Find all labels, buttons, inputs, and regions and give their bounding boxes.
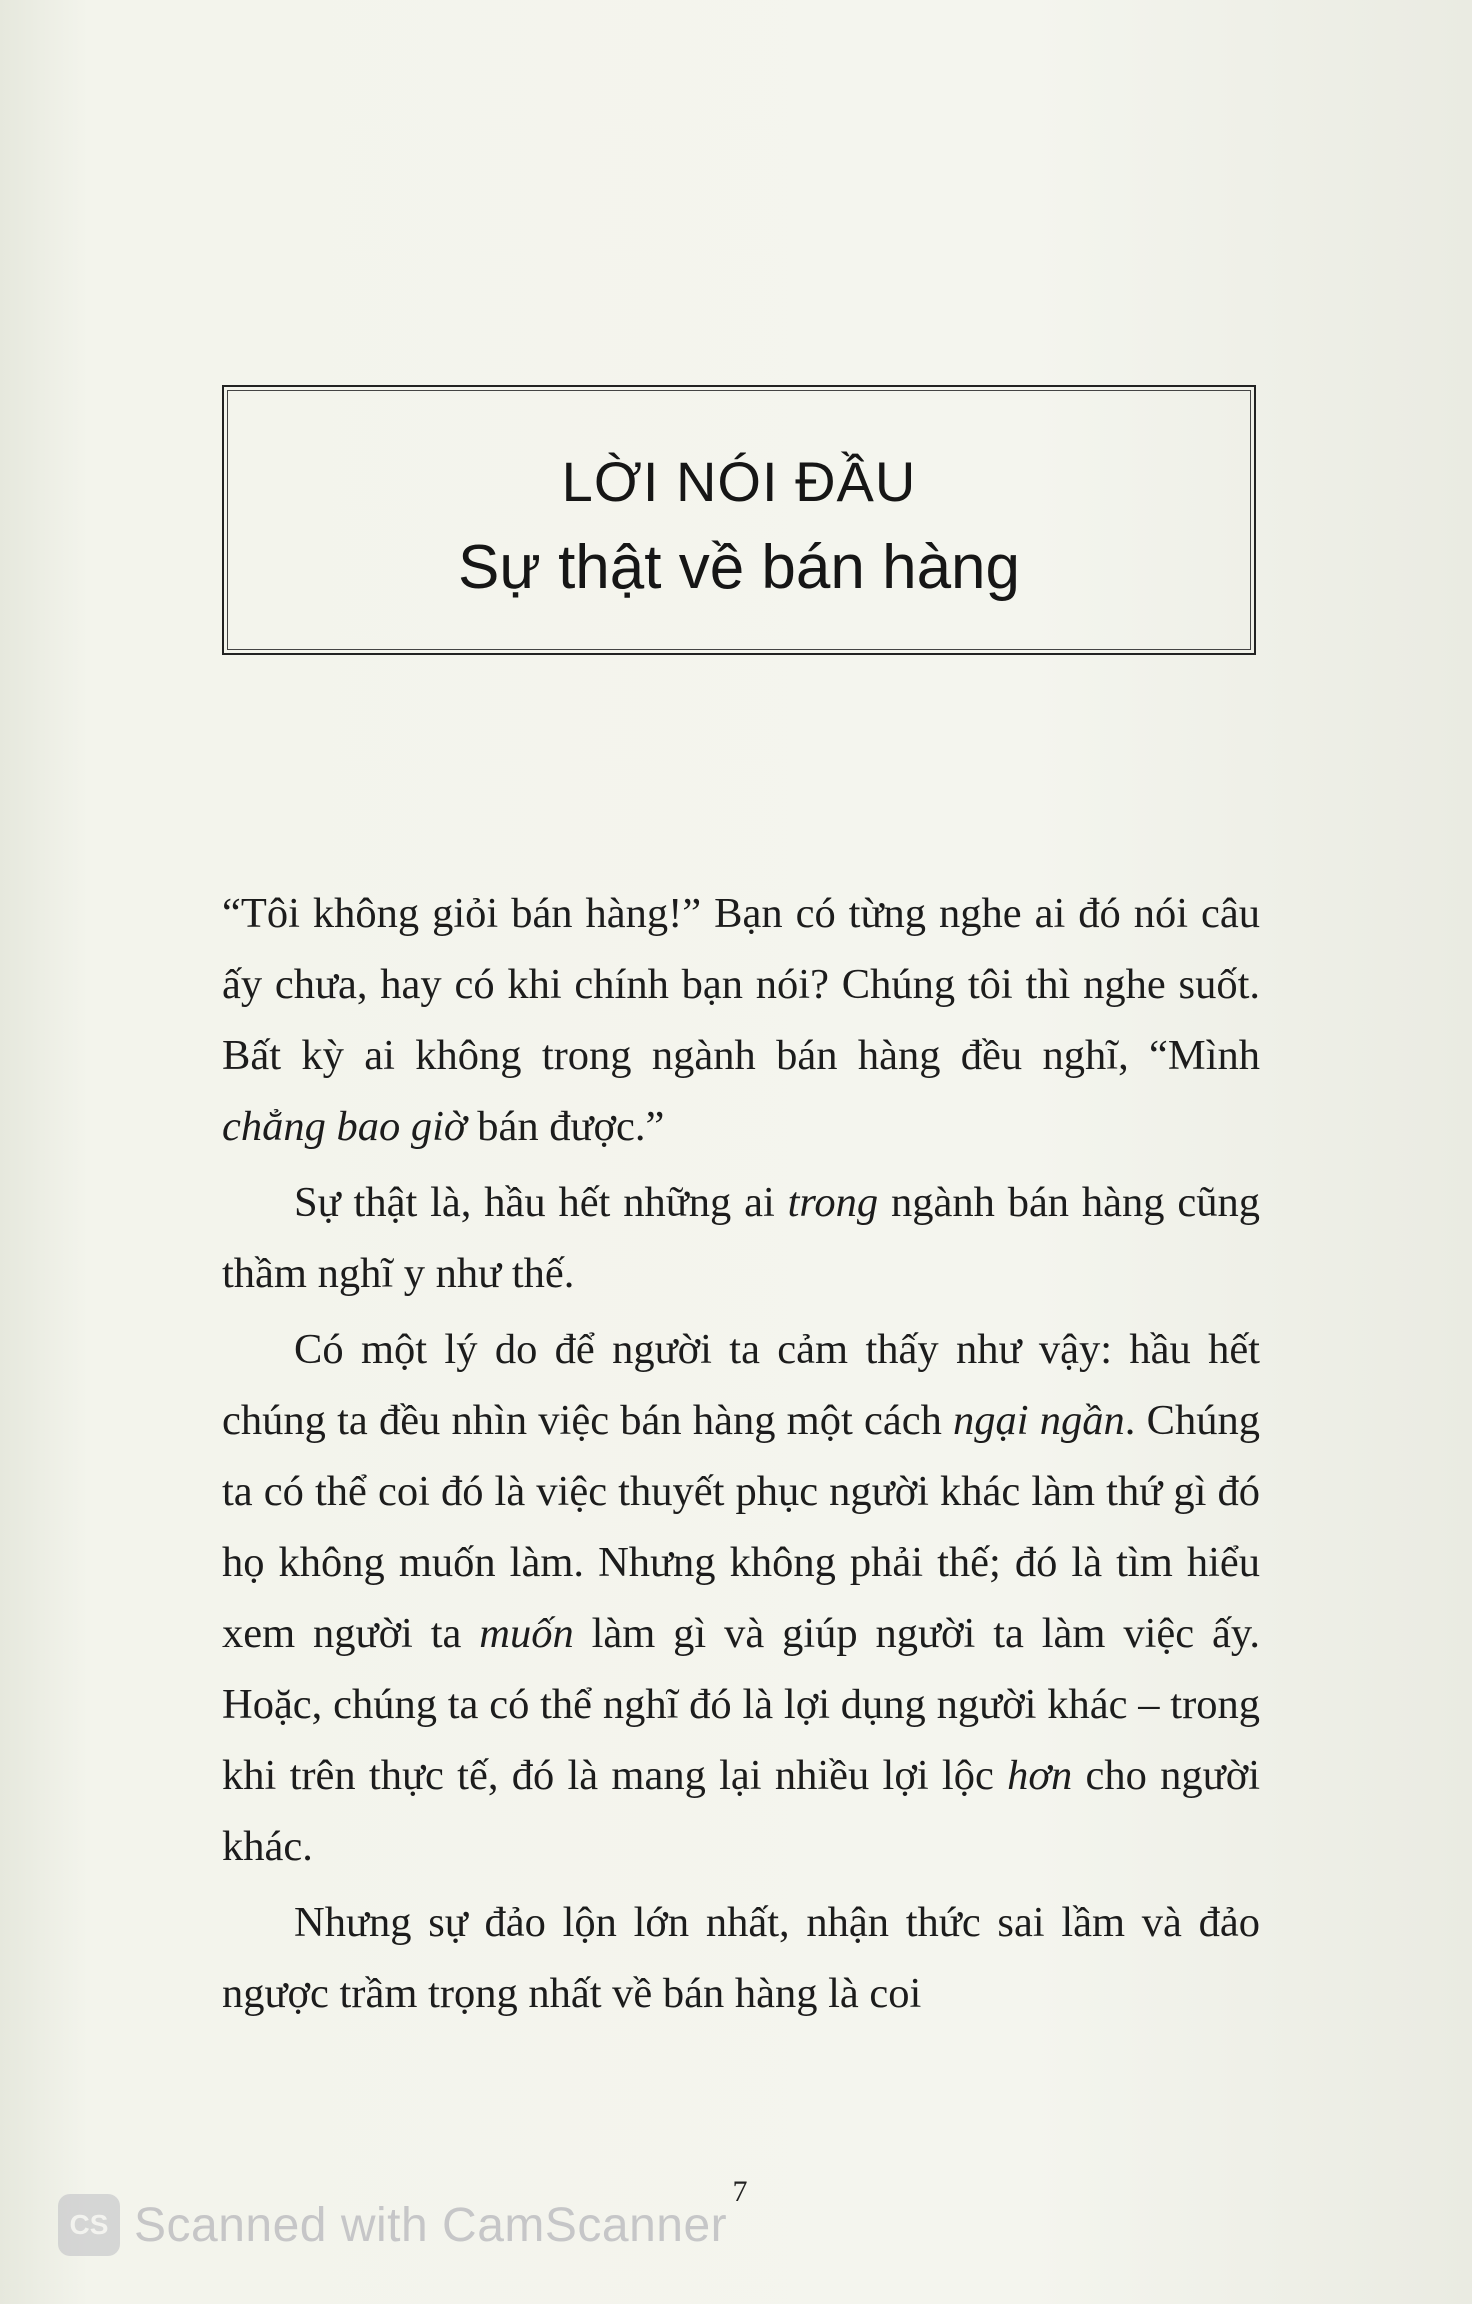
paragraph-2: Sự thật là, hầu hết những ai trong ngành bán hàng cũng thầm nghĩ y như thế. bbox=[222, 1179, 1260, 1297]
chapter-title-box bbox=[222, 385, 1256, 655]
chapter-title-bottom: Sự thật về bán hàng bbox=[457, 533, 1021, 602]
body-text bbox=[222, 878, 1260, 2034]
watermark-text: Scanned with CamScanner bbox=[134, 2198, 728, 2252]
page-number: 7 bbox=[732, 2175, 748, 2208]
paragraph-4: Nhưng sự đảo lộn lớn nhất, nhận thức sai lầm và đảo ngược trầm trọng nhất về bán hàng là coi bbox=[222, 1899, 1260, 2017]
paragraph-3: Có một lý do để người ta cảm thấy như vậy: hầu hết chúng ta đều nhìn việc bán hàng một cách ngại ngần. Chúng ta có thể coi đó là việc thuyết phục người khác làm thứ gì đó họ không muốn làm. Nhưng không phải thế; đó là tìm hiểu xem người ta muốn làm gì và giúp người ta làm việc ấy. Hoặc, chúng ta có thể nghĩ đó là lợi dụng người khác – trong khi trên thực tế, đó là mang lại nhiều lợi lộc hơn cho người khác. bbox=[222, 1326, 1260, 1870]
chapter-title-top: LỜI NÓI ĐẦU bbox=[561, 450, 917, 513]
camscanner-watermark bbox=[58, 2190, 727, 2260]
camscanner-logo-icon: CS bbox=[58, 2194, 120, 2256]
paragraph-1: “Tôi không giỏi bán hàng!” Bạn có từng nghe ai đó nói câu ấy chưa, hay có khi chính bạn nói? Chúng tôi thì nghe suốt. Bất kỳ ai không trong ngành bán hàng đều nghĩ, “Mình chẳng bao giờ bán được.” bbox=[222, 890, 1260, 1150]
